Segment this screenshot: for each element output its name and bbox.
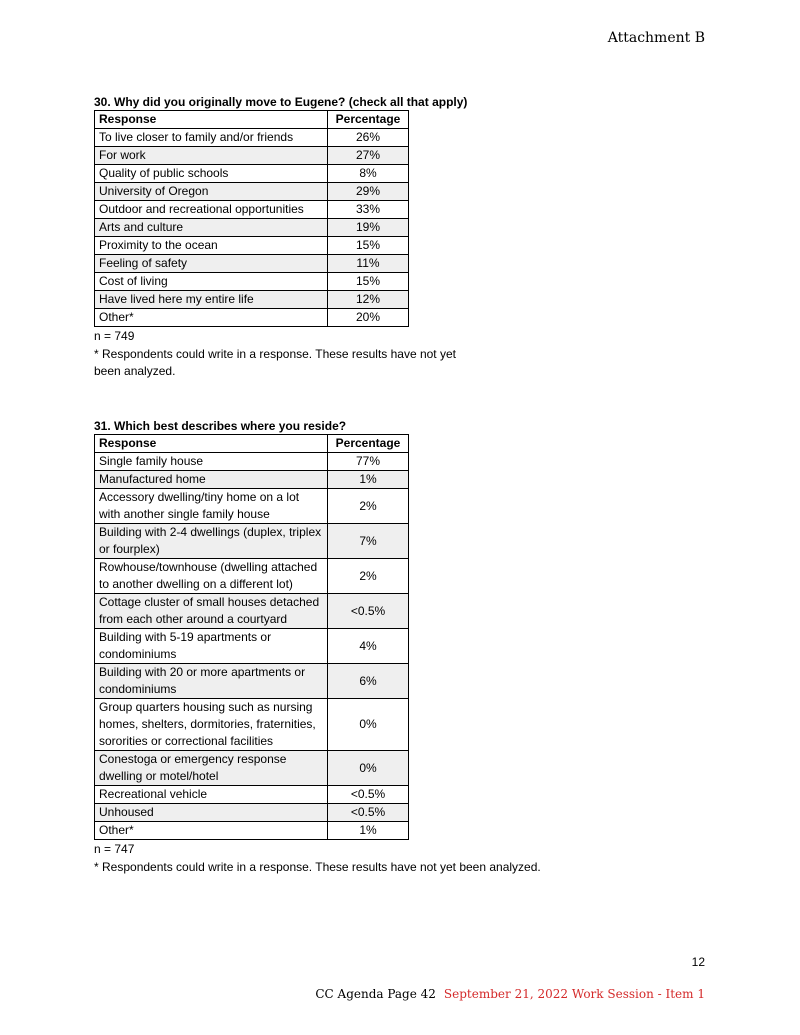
question-30-table [94,110,409,327]
percentage-cell: 8% [328,165,409,183]
table-row [95,273,409,291]
response-cell: Building with 5-19 apartments or condominiums [95,629,328,664]
percentage-cell: 19% [328,219,409,237]
response-cell: Accessory dwelling/tiny home on a lot with another single family house [95,489,328,524]
percentage-cell: <0.5% [328,786,409,804]
table-row [95,822,409,840]
column-header-response: Response [95,435,328,453]
percentage-cell: 11% [328,255,409,273]
response-cell: Cost of living [95,273,328,291]
percentage-cell: 0% [328,751,409,786]
footnote: * Respondents could write in a response. These results have not yet been analyzed. [94,860,541,874]
table-header-row [95,111,409,129]
table-row [95,489,409,524]
table-row [95,309,409,327]
table-row [95,629,409,664]
percentage-cell: 20% [328,309,409,327]
response-cell: To live closer to family and/or friends [95,129,328,147]
response-cell: Building with 20 or more apartments or condominiums [95,664,328,699]
column-header-percentage: Percentage [328,111,409,129]
question-31-section [94,419,541,876]
question-31-title: 31. Which best describes where you reside? [94,419,347,433]
response-cell: For work [95,147,328,165]
column-header-percentage: Percentage [328,435,409,453]
percentage-cell: 26% [328,129,409,147]
response-cell: University of Oregon [95,183,328,201]
response-cell: Arts and culture [95,219,328,237]
table-row [95,751,409,786]
table-row [95,699,409,751]
footnote: * Respondents could write in a response. These results have not yet been analyzed. [94,347,456,378]
percentage-cell: 7% [328,524,409,559]
table-row [95,453,409,471]
response-cell: Quality of public schools [95,165,328,183]
percentage-cell: 2% [328,559,409,594]
table-row [95,594,409,629]
response-cell: Unhoused [95,804,328,822]
response-cell: Building with 2-4 dwellings (duplex, triplex or fourplex) [95,524,328,559]
response-cell: Group quarters housing such as nursing homes, shelters, dormitories, fraternities, sororities or correctional facilities [95,699,328,751]
agenda-page-label: CC Agenda Page 42 [315,987,436,1001]
percentage-cell: 2% [328,489,409,524]
table-row [95,147,409,165]
table-row [95,804,409,822]
response-cell: Have lived here my entire life [95,291,328,309]
percentage-cell: 12% [328,291,409,309]
table-row [95,165,409,183]
question-30-section [94,95,474,380]
table-row [95,471,409,489]
table-row [95,201,409,219]
question-31-table [94,434,409,840]
response-cell: Rowhouse/townhouse (dwelling attached to another dwelling on a different lot) [95,559,328,594]
percentage-cell: 27% [328,147,409,165]
table-row [95,183,409,201]
table-row [95,129,409,147]
table-row [95,559,409,594]
percentage-cell: 1% [328,822,409,840]
percentage-cell: 29% [328,183,409,201]
table-row [95,291,409,309]
response-cell: Single family house [95,453,328,471]
table-row [95,237,409,255]
percentage-cell: 77% [328,453,409,471]
page-footer [315,987,705,1001]
attachment-label: Attachment B [607,30,705,46]
percentage-cell: 4% [328,629,409,664]
response-cell: Recreational vehicle [95,786,328,804]
response-cell: Other* [95,309,328,327]
percentage-cell: <0.5% [328,594,409,629]
response-cell: Manufactured home [95,471,328,489]
response-cell: Outdoor and recreational opportunities [95,201,328,219]
table-header-row [95,435,409,453]
table-row [95,255,409,273]
percentage-cell: <0.5% [328,804,409,822]
work-session-label: September 21, 2022 Work Session - Item 1 [443,987,705,1001]
percentage-cell: 33% [328,201,409,219]
page-number: 12 [691,955,705,969]
table-row [95,524,409,559]
percentage-cell: 6% [328,664,409,699]
sample-size-note: n = 747 [94,842,135,856]
percentage-cell: 15% [328,273,409,291]
response-cell: Feeling of safety [95,255,328,273]
percentage-cell: 0% [328,699,409,751]
percentage-cell: 1% [328,471,409,489]
response-cell: Other* [95,822,328,840]
table-row [95,786,409,804]
percentage-cell: 15% [328,237,409,255]
question-30-title: 30. Why did you originally move to Eugene? (check all that apply) [94,95,468,109]
table-row [95,664,409,699]
column-header-response: Response [95,111,328,129]
response-cell: Proximity to the ocean [95,237,328,255]
table-row [95,219,409,237]
response-cell: Conestoga or emergency response dwelling or motel/hotel [95,751,328,786]
sample-size-note: n = 749 [94,329,135,343]
response-cell: Cottage cluster of small houses detached from each other around a courtyard [95,594,328,629]
